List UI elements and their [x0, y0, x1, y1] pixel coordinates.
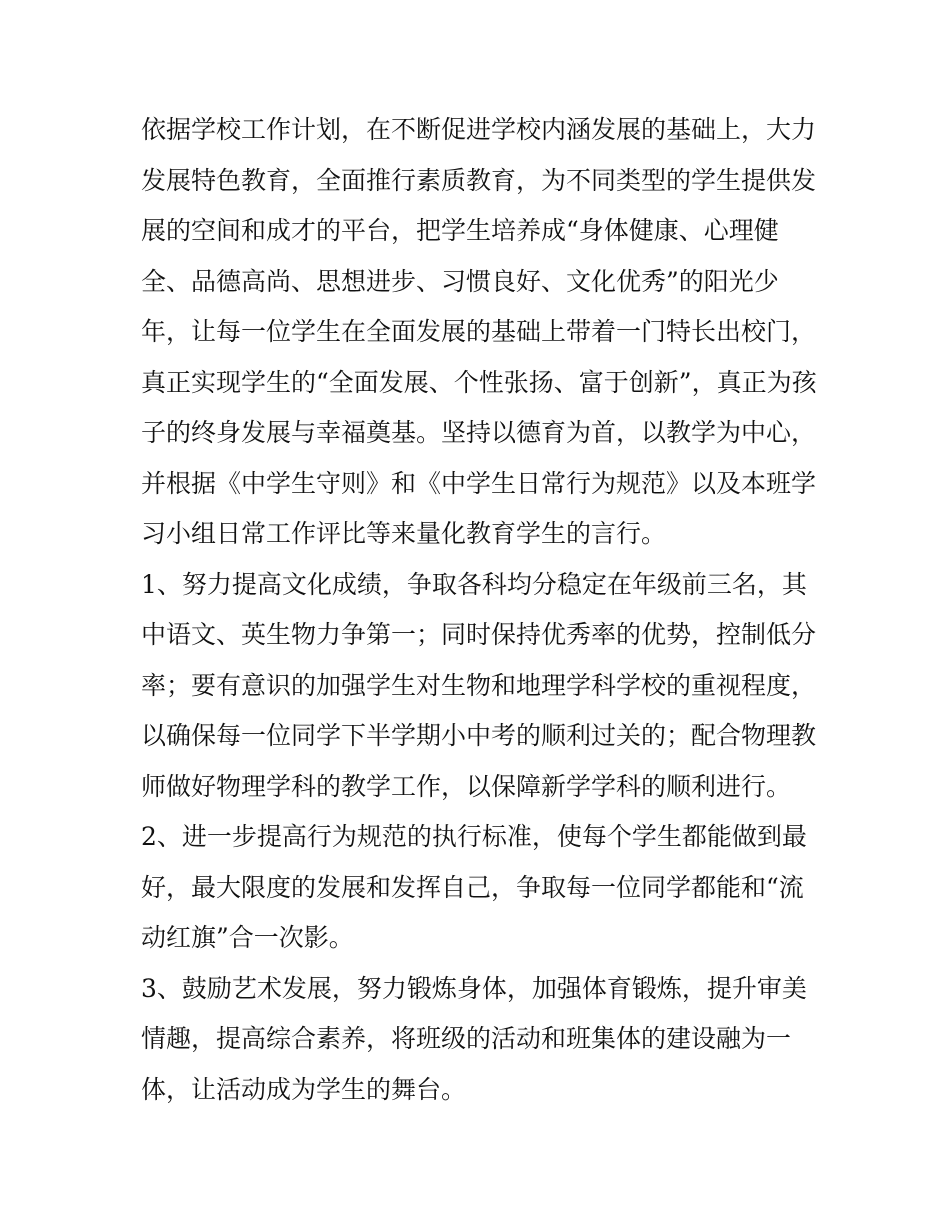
text-line: 全、品德高尚、思想进步、习惯良好、文化优秀”的阳光少 — [141, 266, 779, 296]
text-line: 发展特色教育，全面推行素质教育，为不同类型的学生提供发 — [141, 165, 817, 195]
list-item-2-line: 好，最大限度的发展和发挥自己，争取每一位同学都能和“流 — [141, 872, 804, 902]
list-item-1-line: 中语文、英生物力争第一；同时保持优秀率的优势，控制低分 — [141, 620, 817, 649]
list-item-1-line: 师做好物理学科的教学工作，以保障新学学科的顺利进行。 — [141, 771, 792, 801]
text-line: 展的空间和成才的平台，把学生培养成“身体健康、心理健 — [141, 216, 779, 245]
text-line: 真正实现学生的“全面发展、个性张扬、富于创新”，真正为孩 — [141, 367, 817, 397]
text-line: 并根据《中学生守则》和《中学生日常行为规范》以及本班学 — [141, 468, 817, 498]
list-item-3-line: 体，让活动成为学生的舞台。 — [141, 1074, 467, 1104]
text-line: 习小组日常工作评比等来量化教育学生的言行。 — [141, 519, 667, 548]
list-item-1-line: 率；要有意识的加强学生对生物和地理学科学校的重视程度， — [141, 670, 817, 700]
text-line: 子的终身发展与幸福奠基。坚持以德育为首，以教学为中心， — [141, 418, 817, 447]
body-text — [141, 105, 831, 1115]
list-item-1-line: 1、努力提高文化成绩，争取各科均分稳定在年级前三名，其 — [141, 569, 807, 599]
text-line: 年，让每一位学生在全面发展的基础上带着一门特长出校门， — [141, 317, 817, 346]
list-item-1-line: 以确保每一位同学下半学期小中考的顺利过关的；配合物理教 — [141, 721, 817, 750]
list-item-2-line: 动红旗”合一次影。 — [141, 923, 354, 952]
list-item-3-line: 情趣，提高综合素养，将班级的活动和班集体的建设融为一 — [141, 1024, 792, 1053]
text-line: 依据学校工作计划，在不断促进学校内涵发展的基础上，大力 — [141, 115, 817, 144]
list-item-3-line: 3、鼓励艺术发展，努力锻炼身体，加强体育锻炼，提升审美 — [141, 973, 807, 1003]
list-item-2-line: 2、进一步提高行为规范的执行标准，使每个学生都能做到最 — [141, 822, 807, 851]
